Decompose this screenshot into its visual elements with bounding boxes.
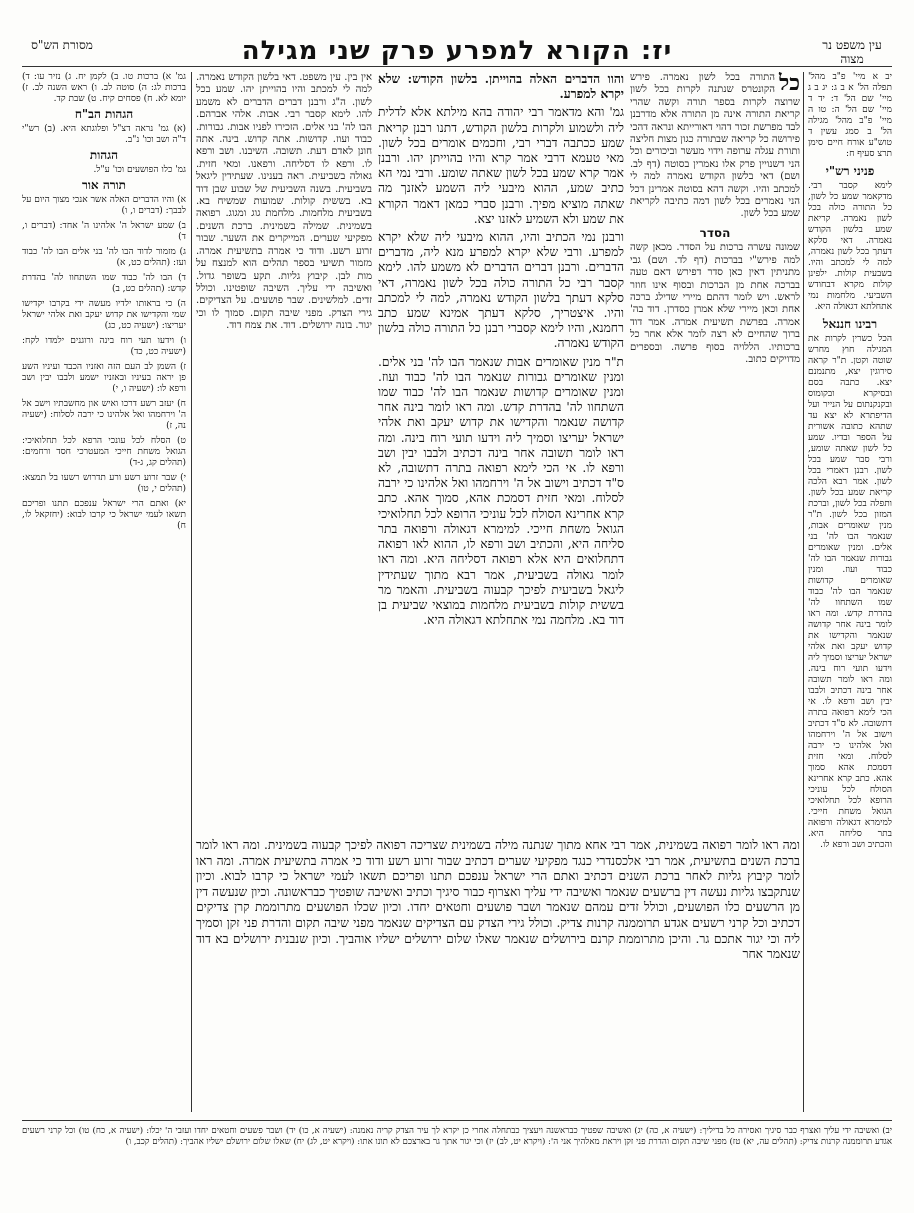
footer-verses: יב) ואשיבה ידי עליך ואצרף כבר סיגיך ואסירה כל בדיליך: (ישעיה א, כה) יג) ואשיבה שפטיך כבראשנה ויעציך כבתחלה אחרי כן יקרא לך עיר הצדק קריה נאמנה: (ישעיה א, כו) יד) ושבר פשעים וחטאים יחדו ועזבי ה' יכלו: (ישעיה א, כח) טו) וכל קרני רשעים אגדע תרוממנה קרנות צדיק: (תהלים עה, יא) טז) מפני שיבה תקום והדרת פני זקן ויראת מאלהיך אני ה': (ויקרא יט, לב) יז) וכי יגור אתך גר בארצכם לא תונו אתו: (ויקרא יט, לג) יח) שאלו שלום ירושלם ישליו אהביך: (תהלים קכב, ו) — [22, 1126, 892, 1147]
hagahot-text: (א) גמ' נראה דצ"ל ופלוגתא היא. (ב) רש"י ד"ה ושב וכו' נ"ב. — [22, 124, 186, 145]
torah-or-verse: ט) הסלח לכל עונכי הרפא לכל תחלואיכי: הגואל משחת חייכי המעטרכי חסד ורחמים: (תהלים קג, ג-ד) — [22, 436, 186, 468]
page-header — [22, 36, 892, 64]
hagahot-title: הגהות הב"ח — [74, 107, 134, 121]
gemara-continuation — [196, 838, 800, 1118]
left-margin-rule — [191, 72, 192, 1112]
torah-or-verse: ב) שמע ישראל ה' אלהינו ה' אחד: (דברים ו, ד) — [22, 221, 186, 242]
ein-mishpat-label: עין משפט נר מצוה — [822, 38, 882, 66]
torah-or-verse: יא) ואתם הרי ישראל ענפכם תתנו ופריכם תשאו לעמי ישראל כי קרבו לבוא: (יחזקאל לו, ח) — [22, 499, 186, 531]
gemara-wide-text: ומה ראו לומר רפואה בשמינית, אמר רבי אחא מתוך שנתנה מילה בשמינית שצריכה רפואה לפיכך קבעוה בשמינית. ומה ראו לומר ברכת השנים בתשיעית, אמר רבי אלכסנדרי כנגד מפקיעי שערים דכתיב שבור זרוע רשע ודוד כי אמרה בתשיעית אמרה. ומה ראו לומר קיבוץ גליות לאחר ברכת השנים דכתיב ואתם הרי ישראל ענפכם תתנו ופריכם תשאו לעמי ישראל כי קרבו לבוא. וכיון שנתקבצו גליות נעשה דין ברשעים שנאמר ואשיבה ידי עליך ואצרוף כבור סיגיך וכתיב ואשיבה שופטיך כבראשונה. וכיון שנעשה דין מן הרשעים כלו הפושעים, וכולל זדים עמהם שנאמר ושבר פושעים וחטאים יחדו. וכיון שכלו הפושעים מתרוממת קרן צדיקים דכתיב וכל קרני רשעים אגדע תרוממנה קרנות צדיק. וכולל גירי הצדק עם הצדיקים שנאמר מפני שיבה תקום והדרת פני זקן וסמיך ליה וכי יגור אתכם גר. והיכן מתרוממת קרנם בירושלים שנאמר שאלו שלום ירושלים ישליו אוהביך. וכיון שנבנית ירושלים בא דוד שנאמר אחר — [196, 838, 800, 962]
gemara-paragraph-3: ת"ר מנין שאומרים אבות שנאמר הבו לה' בני אלים. ומנין שאומרים גבורות שנאמר הבו לה' כבוד ועוז. ומנין שאומרים קדושות שנאמר הבו לה' כבוד שמו השתחוו לה' בהדרת קדש. ומה ראו לומר בינה אחר קדושה שנאמר והקדישו את קדוש יעקב ואת אלהי ישראל יעריצו וסמיך ליה וידעו תועי רוח בינה. ומה ראו לומר תשובה אחר בינה דכתיב ולבבו יבין ושב ורפא לו. אי הכי לימא רפואה בתרה דתשובה, לא ס"ד דכתיב וישוב אל ה' וירחמהו ואל אלהינו כי ירבה לסלוח. ומאי חזית דסמכת אהא, סמוך אהא. כתב קרא אחרינא הסולח לכל עוניכי הרופא לכל תחלואיכי הגואל משחת חייכי. למימרא דגאולה ורפואה בתר סליחה היא, והכתיב ושב ורפא לו, ההוא לאו רפואה דתחלואים היא אלא רפואה דסליחה היא. ומה ראו לומר גאולה בשביעית, אמר רבא מתוך שעתידין ליגאל בשביעית לפיכך קבעוה בשביעית. והאמר מר בששית קולות בשביעית מלחמות במוצאי שביעית בן דוד בא. מלחמה נמי אתחלתא דגאולה היא. — [378, 354, 624, 628]
masoret-label: מסורת הש"ס — [31, 38, 93, 52]
ein-mishpat-text: יב א מיי' פ"ב מהל' תפלה הל' א ב ג: יג ב ג מיי' שם הל' ד: יד ד מיי' שם הל' ה: טו ה מיי' פ"ב מהל' מגילה הל' ב סמג עשין ד טוש"ע אורח חיים סימן תרצ סעיף ח: — [808, 72, 892, 159]
torah-or-title: תורה אור — [81, 178, 127, 192]
torah-or-verse: ח) יעזב רשע דרכו ואיש און מחשבתיו וישב אל ה' וירחמהו ואל אלהינו כי ירבה לסלוח: (ישעיה נה, ז) — [22, 399, 186, 431]
hagahot2-title: הגהות — [89, 148, 119, 162]
page-title: יז: הקורא למפרע פרק שני מגילה — [241, 36, 673, 66]
torah-or-verse: ז) השמן לב העם הזה ואזניו הכבד ועיניו השע פן יראה בעיניו ובאזניו ישמע ולבבו יבין ושב ורפא לו: (ישעיה ו, י) — [22, 362, 186, 394]
torah-or-verse: י) שבר זרוע רשע ורע תדרוש רשעו בל תמצא: (תהלים י, טו) — [22, 473, 186, 494]
gemara-heading: והוו הדברים האלה בהוייתן. בלשון הקודש: שלא יקרא למפרע. — [378, 72, 624, 102]
gemara-paragraph-2: ורבנן נמי הכתיב והיו, ההוא מיבעי ליה שלא יקרא למפרע. ורבי שלא יקרא למפרע מנא ליה, מדברים הדברים. ורבנן דברים הדברים לא משמע להו. לימא קסבר רבי כל התורה כולה בכל לשון נאמרה, דאי סלקא דעתך בלשון הקודש נאמרה, למה לי למכתב והיו. איצטריך, סלקא דעתך אמינא שמע כתב רחמנא, והיו לימא קסברי רבנן כל התורה כולה בלשון הקודש נאמרה. — [378, 230, 624, 351]
gemara-paragraph-1: גמ' והא מדאמר רבי יהודה בהא מילתא אלא לדלית ליה ולשמוע ולקרות בלשון הקודש, דתנו רבנן קריאת שמע ככתבה דברי רבי, וחכמים אומרים בכל לשון. מאי טעמא דרבי אמר קרא והיו בהוייתן יהו. ורבנן אמר קרא שמע בכל לשון שאתה שומע. ורבי נמי הא כתיב שמע, ההוא מיבעי ליה השמע לאזנך מה שאתה מוציא מפיך. ורבנן סברי כמאן דאמר הקורא את שמע ולא השמיע לאזנו יצא. — [378, 105, 624, 226]
torah-or-verse: א) והיו הדברים האלה אשר אנכי מצוך היום על לבבך: (דברים ו, ו) — [22, 195, 186, 216]
masoret-text: גמ' א) ברכות טו. ב) לקמן יח. ג) נזיר עו: ד) ברכות לג: ה) סוטה לב. ו) ראש השנה לב. ז) יומא לא. ח) פסחים קיח. ט) שבת קד. — [22, 72, 186, 104]
tosafot-column — [630, 72, 800, 832]
mishnah-lead-word: כל — [778, 72, 800, 96]
footer-rule — [22, 1120, 892, 1121]
right-margin-rule — [803, 72, 804, 1112]
tosafot-text-2: שמונה עשרה ברכות על הסדר. מכאן קשה למה פירש"י בברכות (דף לד. ושם) גבי מתניתין דאין כאן סדר דפירש דאם טעה בברכה אחת מן הברכות ובסוף אינו חוזר לראש. ויש לומר דהתם מיירי שדילג ברכה אחת וכאן מיירי שלא אמרן כסדרן. דוד בה' אמרה. בפרשת תשיעית אמרה. אמר דוד ברוך שהחיים לא רצה לומר אלא אחר כל ברכותיו. הללויה בסוף פרשה. ובספרים מדויקים כתוב. — [630, 242, 800, 365]
rashi-text: אין בין. עין משפט. דאי בלשון הקודש נאמרה. למה לי למכתב והיו בהוייתן יהו. שמע בכל לשון. ה"ג ורבנן דברים הדברים לא משמע להו. לימא קסבר רבי. אבות. אלהי אברהם. הבו לה' בני אלים. הזכירו לפניו אבות. גבורות. כבוד ועוז. קדושות. אתה קדוש. בינה. אתה חונן לאדם דעת. תשובה. השיבנו. ושב ורפא לו. ורפא לו דסליחה. ורפאנו. ומאי חזית. גאולה בשביעית. ראה בענינו. שעתידין ליגאל בשביעית. בשנה השביעית של שבוע שבן דוד בא. בששית קולות. שמועות שמשיח בא. בשביעית מלחמות. מלחמת גוג ומגוג. רפואה בשמינית. שמילה בשמינית. ברכת השנים. מפקיעי שערים. המייקרים את השער. שבור זרוע רשע. ודוד כי אמרה בתשיעית אמרה. מזמור תשיעי בספר תהלים הוא למנצח על מות לבן. קיבוץ גליות. תקע בשופר גדול. ואשיבה ידי עליך. השיבה שופטינו. וכולל זדים. למלשינים. שבר פושעים. על הצדיקים. גירי הצדק. מפני שיבה תקום. סמוך לו וכי יגור. בונה ירושלים. דוד. את צמח דוד. — [196, 72, 372, 332]
tosafot-text: התורה בכל לשון נאמרה. פירש הקונטרס שנתנה לקרות בכל לשון שרוצה לקרות בספר תורה וקשה שהרי קריאת התורה אינה מן התורה אלא מדרבנן לבד מפרשת זכור דהוי דאורייתא ונראה דהכי פירושה כל קריאה שבתורה כגון מצות חליצה ותורת עגלה ערופה וידוי מעשר וביכורים וכל הני דשנויין פרק אלו נאמרין בסוטה (דף לב. ושם) דאי בלשון הקודש נאמרה למה לי למכתב והיו. וקשה דהא בסוטה אמרינן דכל הני נאמרים בכל לשון דמה כתיבה לקריאת שמע בכל לשון. — [630, 72, 800, 220]
tosafot-rid-text: לימא קסבר רבי. מדקאמר שמע כל לשון, כל התורה כולה בכל לשון נאמרה. קריאת שמע בלשון הקודש נאמרה. דאי סלקא דעתך בכל לשון נאמרה, למה לי למכתב והיו. בשבעית קולות. ילפינן קולות מקרא דבחודש השביעי. מלחמות נמי אתחלתא דגאולה היא. — [808, 181, 892, 312]
header-rule — [22, 66, 892, 67]
torah-or-verse: ו) וידעו תעי רוח בינה ורוגנים ילמדו לקח: (ישעיה כט, כד) — [22, 336, 186, 357]
rashi-column — [196, 72, 372, 832]
left-margin-column — [22, 72, 186, 1112]
torah-or-verse: ה) כי בראותו ילדיו מעשה ידי בקרבו יקדישו שמי והקדישו את קדוש יעקב ואת אלהי ישראל יעריצו: (ישעיה כט, כג) — [22, 299, 186, 331]
rabbenu-chananel-title: רבינו חננאל — [822, 317, 878, 331]
rabbenu-chananel-text: הכל כשרין לקרות את המגילה חוץ מחרש שוטה וקטן. ת"ר קראה סירוגין יצא, מתנמנם יצא. כתבה בסם ובסיקרא ובקומוס ובקנקנתום על הנייר ועל הדיפתרא לא יצא עד שתהא כתובה אשורית על הספר ובדיו. שמע כל לשון שאתה שומע, ורבי סבר שמע בכל לשון. רבנן דאמרי בכל לשון. אמר רבא הלכה קריאת שמע בכל לשון. ותפלה בכל לשון, וברכת המזון בכל לשון. ת"ר מנין שאומרים אבות, שנאמר הבו לה' בני אלים. ומנין שאומרים גבורות שנאמר הבו לה' כבוד ועוז. ומנין שאומרים קדושות שנאמר הבו לה' כבוד שמו השתחוו לה' בהדרת קדש. ומה ראו לומר בינה אחר קדושה שנאמר והקדישו את קדוש יעקב ואת אלהי ישראל יעריצו וסמיך ליה וידעו תועי רוח בינה. ומה ראו לומר תשובה אחר בינה דכתיב ולבבו יבין ושב ורפא לו. אי הכי לימא רפואה בתרה דתשובה. לא ס"ד דכתיב וישוב אל ה' וירחמהו ואל אלהינו כי ירבה לסלוח. ומאי חזית דסמכת אהא סמוך אהא. כתב קרא אחרינא הסולח לכל עוניכי הרופא לכל תחלואיכי הגואל משחת חייכי. למימרא דגאולה ורפואה בתר סליחה היא. והכתיב ושב ורפא לו. — [808, 334, 892, 850]
torah-or-verse: ג) מזמור לדוד הבו לה' בני אלים הבו לה' כבוד ועז: (תהלים כט, א) — [22, 247, 186, 268]
hagahot2-text: גמ' כלו הפושעים וכו' ע"ל. — [93, 165, 186, 175]
tosafot-rid-title: פניני רש"י — [825, 164, 875, 178]
gemara-column — [378, 72, 624, 832]
torah-or-verse: ד) הבו לה' כבוד שמו השתחוו לה' בהדרת קדש: (תהלים כט, ב) — [22, 273, 186, 294]
right-margin-column — [808, 72, 892, 1112]
tosafot-section-title: הסדר — [699, 225, 731, 240]
